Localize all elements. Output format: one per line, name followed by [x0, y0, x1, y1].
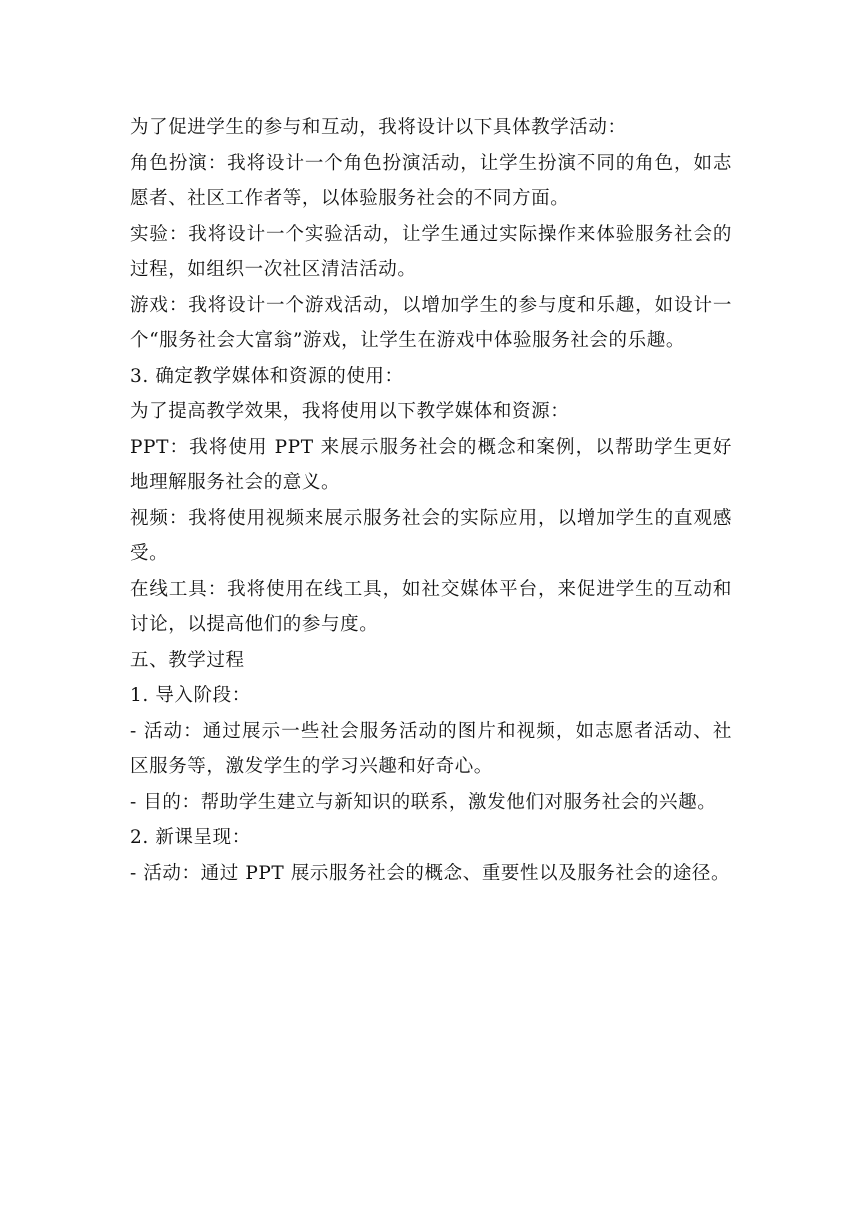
section-heading-teaching-process: 五、教学过程	[130, 649, 245, 671]
paragraph-game: 游戏：我将设计一个游戏活动，以增加学生的参与度和乐趣，如设计一个“服务社会大富翁”游戏，让学生在游戏中体验服务社会的乐趣。	[130, 294, 732, 351]
paragraph-ppt: PPT：我将使用 PPT 来展示服务社会的概念和案例，以帮助学生更好地理解服务社会的意义。	[130, 436, 732, 493]
heading-introduction-stage: 1. 导入阶段：	[130, 685, 251, 706]
paragraph-new-lesson-activity: - 活动：通过 PPT 展示服务社会的概念、重要性以及服务社会的途径。	[130, 862, 731, 884]
document-body	[130, 110, 732, 891]
paragraph-media-intro: 为了提高教学效果，我将使用以下教学媒体和资源：	[130, 401, 570, 422]
heading-media-resources: 3. 确定教学媒体和资源的使用：	[130, 365, 404, 387]
paragraph-experiment: 实验：我将设计一个实验活动，让学生通过实际操作来体验服务社会的过程，如组织一次社区清洁活动。	[130, 223, 732, 280]
paragraph-online-tools: 在线工具：我将使用在线工具，如社交媒体平台，来促进学生的互动和讨论，以提高他们的参与度。	[130, 578, 732, 635]
paragraph-intro-activities: 为了促进学生的参与和互动，我将设计以下具体教学活动：	[130, 117, 627, 138]
paragraph-role-play: 角色扮演：我将设计一个角色扮演活动，让学生扮演不同的角色，如志愿者、社区工作者等，以体验服务社会的不同方面。	[130, 152, 732, 209]
paragraph-intro-activity: - 活动：通过展示一些社会服务活动的图片和视频，如志愿者活动、社区服务等，激发学生的学习兴趣和好奇心。	[130, 720, 732, 777]
heading-new-lesson: 2. 新课呈现：	[130, 827, 251, 848]
paragraph-intro-purpose: - 目的：帮助学生建立与新知识的联系，激发他们对服务社会的兴趣。	[130, 791, 717, 813]
paragraph-video: 视频：我将使用视频来展示服务社会的实际应用，以增加学生的直观感受。	[130, 507, 732, 564]
